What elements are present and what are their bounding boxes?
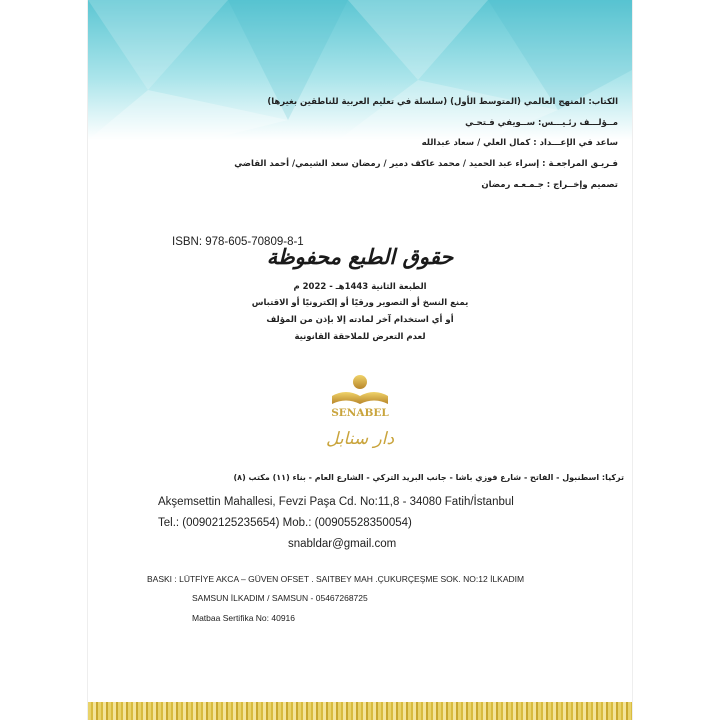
phone-numbers: Tel.: (00902125235654) Mob.: (00905528350054) <box>158 517 412 529</box>
design-credit: تصميم وإخــراج : جـمـعـه رمضان <box>481 180 618 190</box>
printing-line-3: Matbaa Sertifika No: 40916 <box>192 613 296 623</box>
address-arabic: تركيا: اسطنبول - الفاتح - شارع فوزي باشا - جانب البريد التركي - الشارع العام - بناء (١١) مكتب (٨) <box>233 473 624 482</box>
address-latin: Akşemsettin Mahallesi, Fevzi Paşa Cd. No:11,8 - 34080 Fatih/İstanbul <box>158 496 514 508</box>
edition-line: الطبعة الثانية 1443هـ - 2022 م <box>293 282 427 292</box>
colophon-page <box>88 0 632 720</box>
isbn: ISBN: 978-605-70809-8-1 <box>172 236 304 248</box>
author-credit: مــؤلـــف رئـيـــس: ســويفي فـتحـي <box>465 118 618 128</box>
notice-line-2: أو أي استخدام آخر لمادته إلا بإذن من المؤلف <box>266 315 454 325</box>
printing-line-1: BASKI : LÜTFİYE AKCA – GÜVEN OFSET . SAITBEY MAH .ÇUKURÇEŞME SOK. NO:12 İLKADIM <box>147 574 525 584</box>
assistant-credit: ساعد في الإعـــداد : كمال العلي / سعاد عبدالله <box>421 138 618 148</box>
open-book-icon <box>332 392 388 404</box>
book-title-credit: الكتاب: المنهج العالمي (المتوسط الأول) (سلسلة في تعليم العربية للناطقين بغيرها) <box>267 97 618 107</box>
review-team-credit: فـريـق المراجعـة : إسراء عبد الحميد / محمد عاكف دمير / رمضان سعد الشيمي/ أحمد القاضي <box>234 159 618 169</box>
email: snabldar@gmail.com <box>288 538 397 550</box>
gold-border-strip <box>88 702 632 720</box>
notice-line-3: لعدم التعرض للملاحقة القانونية <box>294 332 426 342</box>
sun-icon <box>353 375 367 389</box>
logo-latin-name: SENABEL <box>331 407 389 419</box>
publisher-logo <box>318 368 402 454</box>
copyright-heading: حقوق الطبع محفوظة <box>266 244 454 269</box>
printing-line-2: SAMSUN İLKADIM / SAMSUN - 05467268725 <box>192 593 368 603</box>
notice-line-1: يمنع النسخ أو التصوير ورقيًا أو إلكترونيًا أو الاقتباس <box>251 298 469 308</box>
logo-arabic-name: دار سنابل <box>325 429 395 449</box>
